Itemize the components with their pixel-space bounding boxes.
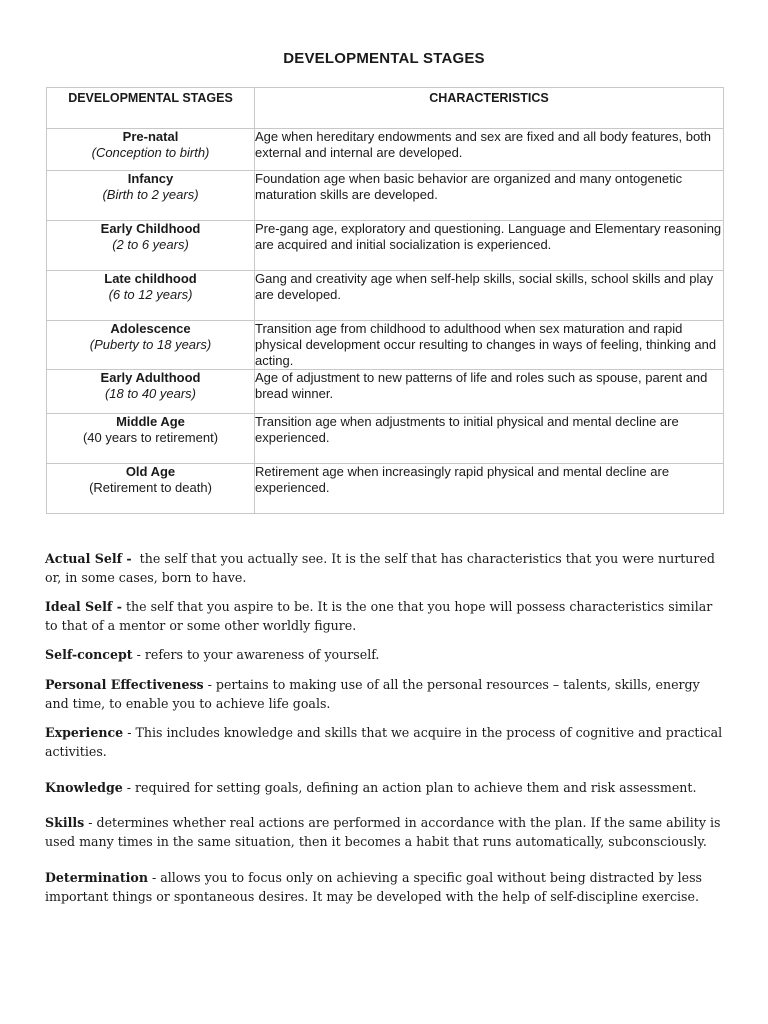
stage-cell: [47, 171, 255, 221]
stage-cell: [47, 321, 255, 370]
stage-cell: [47, 271, 255, 321]
characteristics-cell: Age of adjustment to new patterns of life and roles such as spouse, parent and bread winner.: [255, 370, 724, 414]
stage-name: Early Adulthood: [100, 370, 201, 385]
definition-text: - pertains to making use of all the personal resources – talents, skills, energy and time, to enable you to achieve life goals.: [45, 677, 704, 711]
table-body: [47, 129, 724, 514]
table-row: [47, 464, 724, 514]
stage-cell: [47, 129, 255, 171]
definition-term: Ideal Self -: [45, 599, 122, 614]
definition-term: Experience: [45, 725, 124, 740]
definition-text: - refers to your awareness of yourself.: [132, 647, 380, 662]
stage-name: Early Childhood: [100, 221, 201, 236]
definition-paragraph: [45, 813, 725, 851]
stage-age-range: (Conception to birth): [91, 145, 210, 160]
stage-age-range: (6 to 12 years): [108, 287, 193, 302]
definition-text: - allows you to focus only on achieving a specific goal without being distracted by less important things or spontaneous desires. It may be developed with the help of self-discipline exercise.: [45, 870, 707, 904]
table-row: [47, 370, 724, 414]
characteristics-cell: Age when hereditary endowments and sex are fixed and all body features, both external and internal are developed.: [255, 129, 724, 171]
definition-paragraph: [45, 645, 725, 664]
definition-text: - This includes knowledge and skills that we acquire in the process of cognitive and practical activities.: [45, 725, 727, 759]
column-header-characteristics: CHARACTERISTICS: [255, 88, 724, 129]
definition-paragraph: [45, 723, 725, 761]
stage-age-range: (Retirement to death): [89, 480, 212, 495]
definition-text: the self that you actually see. It is the self that has characteristics that you were nurtured or, in some cases, born to have.: [45, 551, 719, 585]
definition-paragraph: [45, 675, 725, 713]
stage-name: Adolescence: [110, 321, 191, 336]
definition-paragraph: [45, 597, 725, 635]
developmental-stages-table: [46, 87, 724, 514]
definition-term: Self-concept: [45, 647, 133, 662]
table-row: [47, 221, 724, 271]
stage-age-range: (2 to 6 years): [112, 237, 189, 252]
table-row: [47, 271, 724, 321]
table-row: [47, 129, 724, 171]
characteristics-cell: Gang and creativity age when self-help skills, social skills, school skills and play are developed.: [255, 271, 724, 321]
definition-text: the self that you aspire to be. It is the one that you hope will possess characteristics similar to that of a mentor or some other worldly figure.: [45, 599, 717, 633]
stage-name: Old Age: [125, 464, 176, 479]
definition-term: Determination: [45, 870, 148, 885]
table-row: [47, 414, 724, 464]
stage-age-range: (18 to 40 years): [104, 386, 197, 401]
stage-cell: [47, 221, 255, 271]
definition-text: - required for setting goals, defining an action plan to achieve them and risk assessment.: [122, 780, 697, 795]
stage-cell: [47, 370, 255, 414]
definition-term: Personal Effectiveness: [45, 677, 204, 692]
definition-paragraph: [45, 868, 725, 906]
stage-age-range: (Puberty to 18 years): [89, 337, 212, 352]
definition-term: Knowledge: [45, 780, 123, 795]
definition-paragraph: [45, 549, 725, 587]
stage-name: Pre-natal: [122, 129, 179, 144]
table-header-row: [47, 88, 724, 129]
page-title: DEVELOPMENTAL STAGES: [283, 50, 485, 67]
stage-cell: [47, 414, 255, 464]
stage-name: Infancy: [127, 171, 174, 186]
table-row: [47, 171, 724, 221]
characteristics-cell: Pre-gang age, exploratory and questioning. Language and Elementary reasoning are acquired and initial socialization is experienced.: [255, 221, 724, 271]
characteristics-cell: Transition age when adjustments to initial physical and mental decline are experienced.: [255, 414, 724, 464]
stage-age-range: (Birth to 2 years): [102, 187, 199, 202]
stage-cell: [47, 464, 255, 514]
column-header-stages: DEVELOPMENTAL STAGES: [47, 88, 255, 129]
characteristics-cell: Transition age from childhood to adulthood when sex maturation and rapid physical development occur resulting to changes in ways of feeling, thinking and acting.: [255, 321, 724, 370]
definition-paragraph: [45, 778, 725, 797]
stage-name: Late childhood: [104, 271, 197, 286]
stage-name: Middle Age: [116, 414, 185, 429]
characteristics-cell: Foundation age when basic behavior are organized and many ontogenetic maturation skills are developed.: [255, 171, 724, 221]
stage-age-range: (40 years to retirement): [82, 430, 219, 445]
definition-term: Actual Self -: [45, 551, 132, 566]
table-row: [47, 321, 724, 370]
definitions-section: [45, 549, 725, 906]
definition-text: - determines whether real actions are performed in accordance with the plan. If the same ability is used many times in the same situation, then it becomes a habit that runs automatically, subconsciously.: [45, 815, 725, 849]
characteristics-cell: Retirement age when increasingly rapid physical and mental decline are experienced.: [255, 464, 724, 514]
definition-term: Skills: [45, 815, 85, 830]
